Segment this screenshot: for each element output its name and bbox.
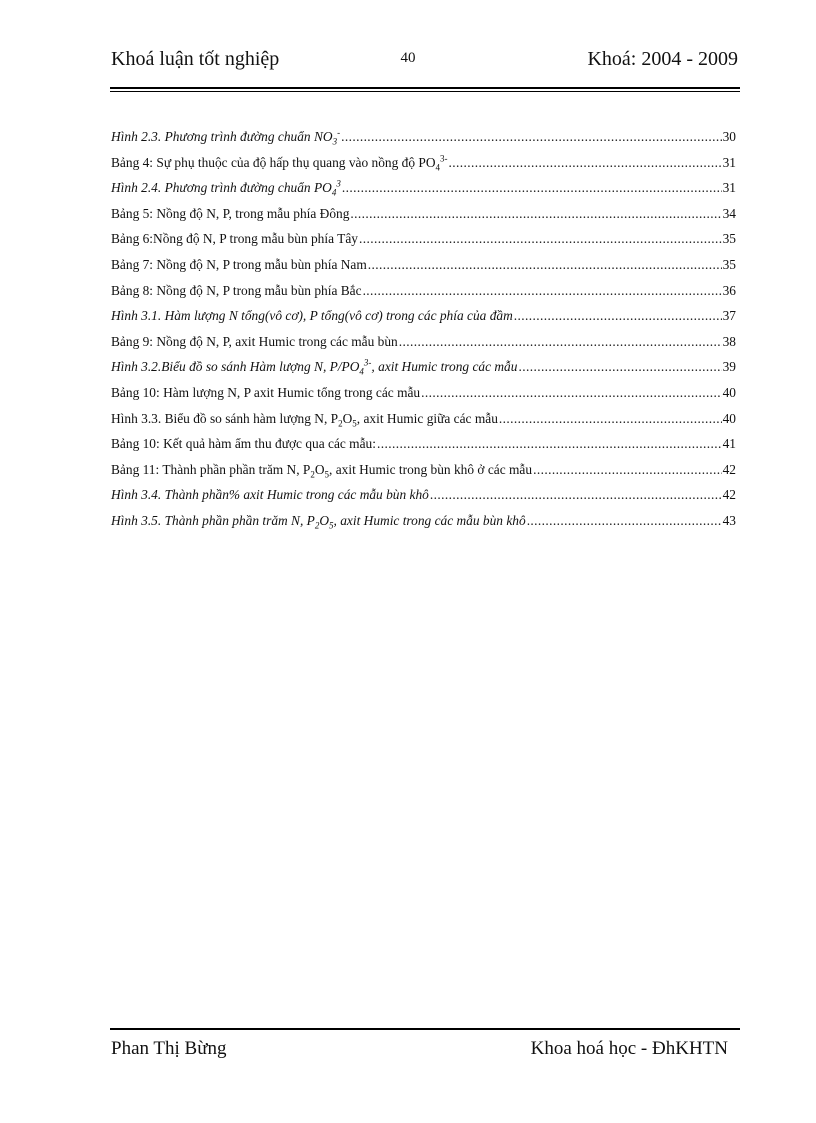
toc-entry-text: Bảng 11: Thành phần phần trăm N, P xyxy=(111,461,311,477)
toc-entry-text: , axit Humic trong các mẫu xyxy=(371,359,518,375)
toc-entry[interactable] xyxy=(111,283,736,309)
toc-dot-leader xyxy=(518,359,721,375)
toc-entry-title xyxy=(111,257,367,273)
toc-entry-page: 37 xyxy=(722,308,736,324)
toc-entry-title xyxy=(111,308,513,324)
toc-entry-title xyxy=(111,436,376,452)
toc-entry-text: Bảng 10: Hàm lượng N, P axit Humic tổng trong các mẫu xyxy=(111,384,421,400)
footer-divider xyxy=(110,1028,740,1030)
toc-dot-leader xyxy=(533,462,722,478)
toc-entry-page: 42 xyxy=(722,487,736,503)
toc-entry[interactable] xyxy=(111,334,736,360)
toc-entry[interactable] xyxy=(111,462,736,488)
toc-entry-page: 34 xyxy=(722,205,736,221)
toc-dot-leader xyxy=(421,385,721,401)
toc-entry-title xyxy=(111,357,518,378)
toc-entry-page: 43 xyxy=(722,512,736,528)
toc-dot-leader xyxy=(399,334,722,350)
toc-entry-page: 35 xyxy=(722,231,736,247)
toc-entry[interactable] xyxy=(111,129,736,155)
toc-entry-page: 42 xyxy=(722,461,736,477)
toc-entry-text: Hình 3.1. Hàm lượng N tổng(vô cơ), P tổng(vô cơ) trong các phía của đầm xyxy=(111,308,513,324)
header-divider xyxy=(110,87,740,89)
toc-entry-title xyxy=(111,462,532,478)
toc-entry-text: Bảng 9: Nồng độ N, P, axit Humic trong các mẫu bùn xyxy=(111,333,398,349)
toc-entry-text: 4 xyxy=(435,162,441,173)
toc-entry-title xyxy=(111,411,498,427)
toc-entry-text: Bảng 6:Nồng độ N, P trong mẫu bùn phía Tây xyxy=(111,231,358,247)
toc-entry-page: 41 xyxy=(722,436,736,452)
toc-entry-page: 30 xyxy=(722,129,736,144)
toc-entry-text: Hình 3.2.Biểu đồ so sánh Hàm lượng N, P/PO xyxy=(111,359,360,375)
footer-faculty: Khoa hoá học - ĐhKHTN xyxy=(530,1038,728,1059)
table-of-figures-list xyxy=(111,129,736,539)
toc-entry-text: O xyxy=(342,410,353,426)
header-divider-thin xyxy=(110,91,740,92)
toc-entry-page: 31 xyxy=(722,180,736,196)
toc-entry-title xyxy=(111,513,526,529)
toc-entry-text: 4 xyxy=(359,367,364,378)
toc-entry[interactable] xyxy=(111,436,736,462)
toc-entry-text: 3- xyxy=(363,357,372,368)
toc-entry-text: 3 xyxy=(332,136,338,147)
toc-dot-leader xyxy=(527,513,722,529)
toc-entry-text: , axit Humic trong các mẫu bùn khô xyxy=(333,512,526,528)
toc-dot-leader xyxy=(359,231,722,247)
toc-entry-text: , axit Humic trong bùn khô ở các mẫu xyxy=(329,461,533,477)
toc-dot-leader xyxy=(350,206,721,222)
toc-dot-leader xyxy=(449,155,722,171)
toc-entry-page: 40 xyxy=(722,384,736,400)
page-number: 40 xyxy=(400,50,416,66)
footer-author: Phan Thị Bừng xyxy=(111,1038,227,1059)
toc-entry-text: Bảng 7: Nồng độ N, P trong mẫu bùn phía Nam xyxy=(111,256,367,272)
toc-entry-text: 5 xyxy=(329,520,334,531)
toc-entry-text: Bảng 4: Sự phụ thuộc của độ hấp thụ quang vào nồng độ PO xyxy=(111,154,436,170)
toc-entry[interactable] xyxy=(111,155,736,181)
toc-entry-title xyxy=(111,283,362,299)
toc-entry-text: O xyxy=(319,512,330,528)
toc-entry[interactable] xyxy=(111,411,736,437)
toc-entry-page: 39 xyxy=(722,359,736,375)
toc-entry-page: 31 xyxy=(722,154,736,170)
toc-entry-page: 40 xyxy=(722,410,736,426)
toc-entry-text: Hình 2.4. Phương trình đường chuẩn PO xyxy=(111,180,332,196)
toc-entry-text: , axit Humic giữa các mẫu xyxy=(356,410,498,426)
toc-entry[interactable] xyxy=(111,385,736,411)
toc-entry-text: Hình 2.3. Phương trình đường chuẩn NO xyxy=(111,129,333,144)
toc-entry-text: Hình 3.5. Thành phần phần trăm N, P xyxy=(111,512,315,528)
toc-entry-text: O xyxy=(314,461,325,477)
toc-entry-page: 35 xyxy=(722,256,736,272)
toc-entry[interactable] xyxy=(111,308,736,334)
toc-entry-text: Hình 3.3. Biểu đồ so sánh hàm lượng N, P xyxy=(111,410,339,426)
toc-entry[interactable] xyxy=(111,487,736,513)
toc-entry-title xyxy=(111,334,398,350)
toc-entry-title xyxy=(111,129,340,145)
toc-entry-text: 2 xyxy=(338,418,343,429)
toc-entry-text: - xyxy=(337,127,341,138)
toc-dot-leader xyxy=(377,436,722,452)
toc-dot-leader xyxy=(342,180,722,196)
toc-entry-title xyxy=(111,155,448,171)
toc-dot-leader xyxy=(499,411,722,427)
toc-entry-title xyxy=(111,487,429,503)
toc-entry[interactable] xyxy=(111,206,736,232)
toc-entry[interactable] xyxy=(111,231,736,257)
toc-entry-text: Bảng 8: Nồng độ N, P trong mẫu bùn phía Bắc xyxy=(111,282,362,298)
toc-entry-text: 3- xyxy=(440,153,448,164)
toc-entry-text: 5 xyxy=(324,469,330,480)
toc-entry-text: 4 xyxy=(331,187,337,198)
toc-dot-leader xyxy=(514,308,722,324)
toc-dot-leader xyxy=(363,283,722,299)
toc-entry-title xyxy=(111,231,358,247)
toc-entry[interactable] xyxy=(111,257,736,283)
toc-entry-text: 5 xyxy=(352,418,357,429)
toc-entry-title xyxy=(111,385,420,401)
toc-entry-text: 2 xyxy=(314,520,320,531)
toc-dot-leader xyxy=(368,257,722,273)
toc-entry-text: 2 xyxy=(310,469,315,480)
toc-entry-page: 36 xyxy=(722,282,736,298)
toc-entry[interactable] xyxy=(111,359,736,385)
toc-entry[interactable] xyxy=(111,180,736,206)
toc-entry-text: Hình 3.4. Thành phần% axit Humic trong các mẫu bùn khô xyxy=(111,487,429,503)
toc-entry-title xyxy=(111,206,349,222)
header-thesis-title: Khoá luận tốt nghiệp xyxy=(111,48,280,70)
toc-entry-text: 3 xyxy=(336,178,341,189)
toc-entry-text: Bảng 5: Nồng độ N, P, trong mẫu phía Đông xyxy=(111,205,350,221)
toc-entry-text: Bảng 10: Kết quả hàm ẩm thu được qua các mẫu: xyxy=(111,436,376,452)
toc-entry-title xyxy=(111,180,341,196)
toc-dot-leader xyxy=(430,487,722,503)
header-course-years: Khoá: 2004 - 2009 xyxy=(587,48,738,70)
toc-dot-leader xyxy=(341,129,722,145)
toc-entry-page: 38 xyxy=(722,333,736,349)
toc-entry[interactable] xyxy=(111,513,736,539)
